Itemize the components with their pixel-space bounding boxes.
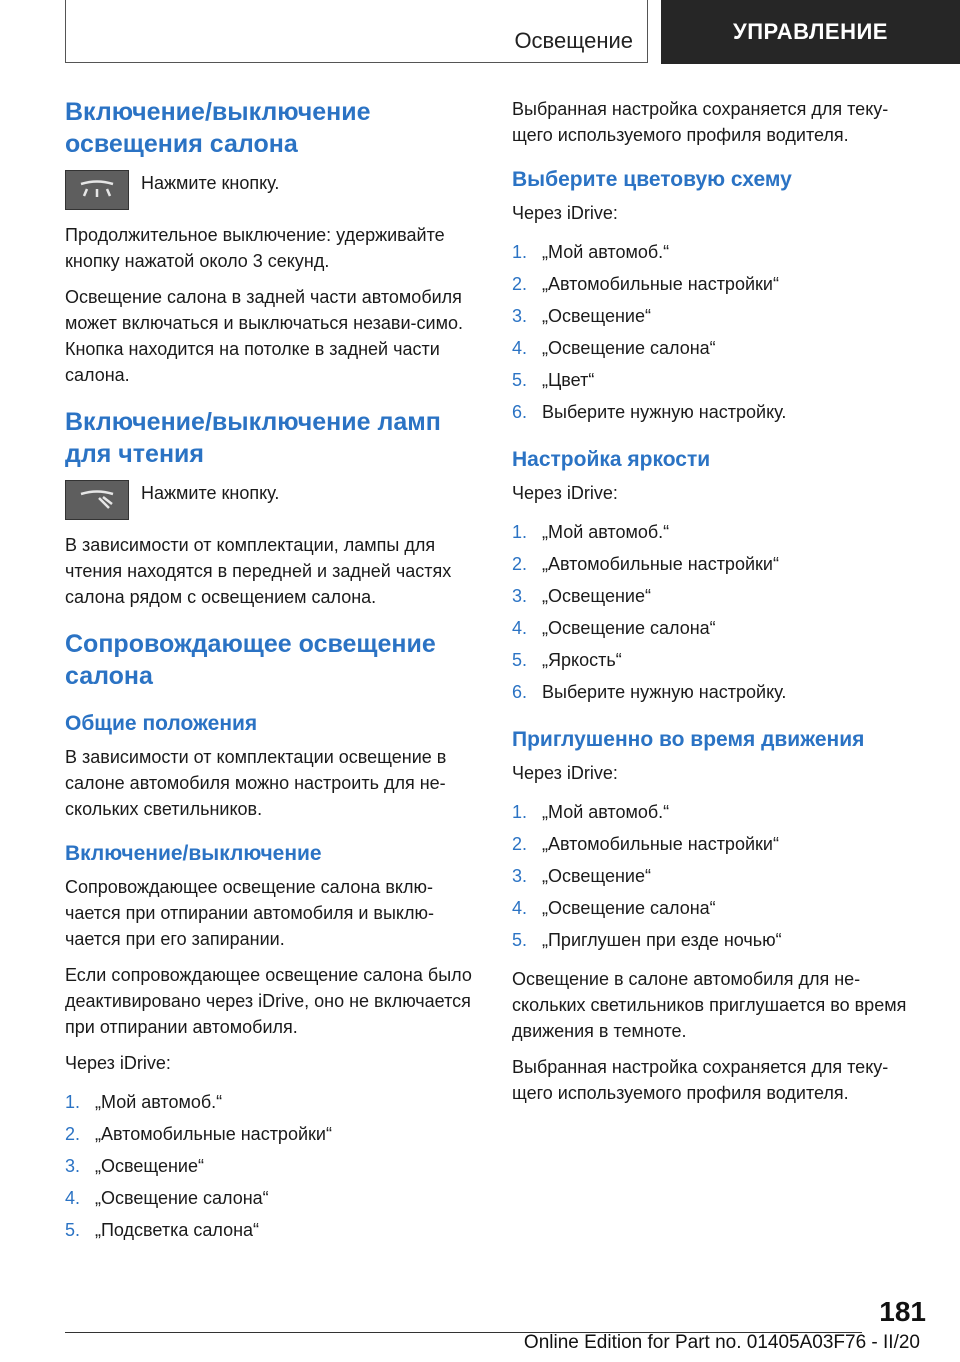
paragraph: Если сопровождающее освещение салона было деактивировано через iDrive, оно не включается при отпирании автомобиля.	[65, 965, 472, 1037]
header-box	[65, 0, 648, 63]
header-chapter-tab: УПРАВЛЕНИЕ	[661, 0, 960, 64]
paragraph: Через iDrive:	[512, 483, 618, 503]
list-item: 4. „Освещение салона“	[512, 338, 716, 358]
paragraph: В зависимости от комплектации освещение в салоне автомобиля можно настроить для не-скольких светильников.	[65, 747, 447, 819]
paragraph: Сопровождающее освещение салона вклю-чается при отпирании автомобиля и выклю-чается при его запирании.	[65, 877, 434, 949]
list-item: 3. „Освещение“	[65, 1156, 204, 1176]
list-item: 6. Выберите нужную настройку.	[512, 402, 787, 422]
reading-light-instruction: Нажмите кнопку.	[141, 483, 280, 503]
steps-list	[512, 796, 912, 956]
paragraph: Через iDrive:	[65, 1053, 171, 1073]
list-item: 3. „Освещение“	[512, 306, 651, 326]
right-column	[512, 96, 912, 1116]
list-item: 2. „Автомобильные настройки“	[65, 1124, 332, 1144]
paragraph: Через iDrive:	[512, 203, 618, 223]
list-item: 3. „Освещение“	[512, 586, 651, 606]
reading-light-button-icon	[65, 480, 129, 520]
list-item: 2. „Автомобильные настройки“	[512, 554, 779, 574]
section-title-reading-lamps: Включение/выключение ламп для чтения	[65, 408, 441, 468]
list-item: 1. „Мой автомоб.“	[512, 242, 670, 262]
paragraph: Освещение в салоне автомобиля для не-скольких светильников приглушается во время движения в темноте.	[512, 969, 907, 1041]
list-item: 2. „Автомобильные настройки“	[512, 274, 779, 294]
steps-list	[512, 236, 912, 428]
paragraph: Через iDrive:	[512, 763, 618, 783]
interior-light-button-row	[65, 170, 485, 210]
list-item: 5. „Цвет“	[512, 370, 595, 390]
interior-light-button-icon	[65, 170, 129, 210]
section-title-ambient-light: Сопровождающее освещение салона	[65, 630, 436, 690]
subsection-title-dimmed-driving: Приглушенно во время движения	[512, 728, 865, 751]
reading-light-button-row	[65, 480, 485, 520]
list-item: 2. „Автомобильные настройки“	[512, 834, 779, 854]
list-item: 5. „Яркость“	[512, 650, 622, 670]
steps-list	[512, 516, 912, 708]
list-item: 5. „Подсветка салона“	[65, 1220, 260, 1240]
subsection-title-general: Общие положения	[65, 712, 258, 735]
list-item: 4. „Освещение салона“	[65, 1188, 269, 1208]
header-section-title: Освещение	[514, 28, 633, 53]
footer-edition: Online Edition for Part no. 01405A03F76 - II/20	[523, 1332, 920, 1353]
list-item: 6. Выберите нужную настройку.	[512, 682, 787, 702]
list-item: 1. „Мой автомоб.“	[512, 522, 670, 542]
paragraph: В зависимости от комплектации, лампы для чтения находятся в передней и задней частях салона рядом с освещением салона.	[65, 535, 452, 607]
section-title-interior-light: Включение/выключение освещения салона	[65, 98, 371, 158]
subsection-title-color: Выберите цветовую схему	[512, 168, 792, 191]
left-column	[65, 96, 485, 1256]
paragraph: Освещение салона в задней части автомобиля может включаться и выключаться незави-симо. Кнопка находится на потолке в задней части салона.	[65, 287, 463, 385]
page-number: 181	[879, 1296, 926, 1327]
list-item: 3. „Освещение“	[512, 866, 651, 886]
list-item: 4. „Освещение салона“	[512, 618, 716, 638]
subsection-title-on-off: Включение/выключение	[65, 842, 322, 865]
paragraph: Продолжительное выключение: удерживайте кнопку нажатой около 3 секунд.	[65, 225, 445, 271]
paragraph: Выбранная настройка сохраняется для теку-щего используемого профиля водителя.	[512, 99, 889, 145]
list-item: 4. „Освещение салона“	[512, 898, 716, 918]
subsection-title-brightness: Настройка яркости	[512, 448, 711, 471]
paragraph: Выбранная настройка сохраняется для теку-щего используемого профиля водителя.	[512, 1057, 889, 1103]
list-item: 1. „Мой автомоб.“	[512, 802, 670, 822]
list-item: 1. „Мой автомоб.“	[65, 1092, 223, 1112]
list-item: 5. „Приглушен при езде ночью“	[512, 930, 782, 950]
interior-light-instruction: Нажмите кнопку.	[141, 173, 280, 193]
steps-list	[65, 1086, 485, 1246]
